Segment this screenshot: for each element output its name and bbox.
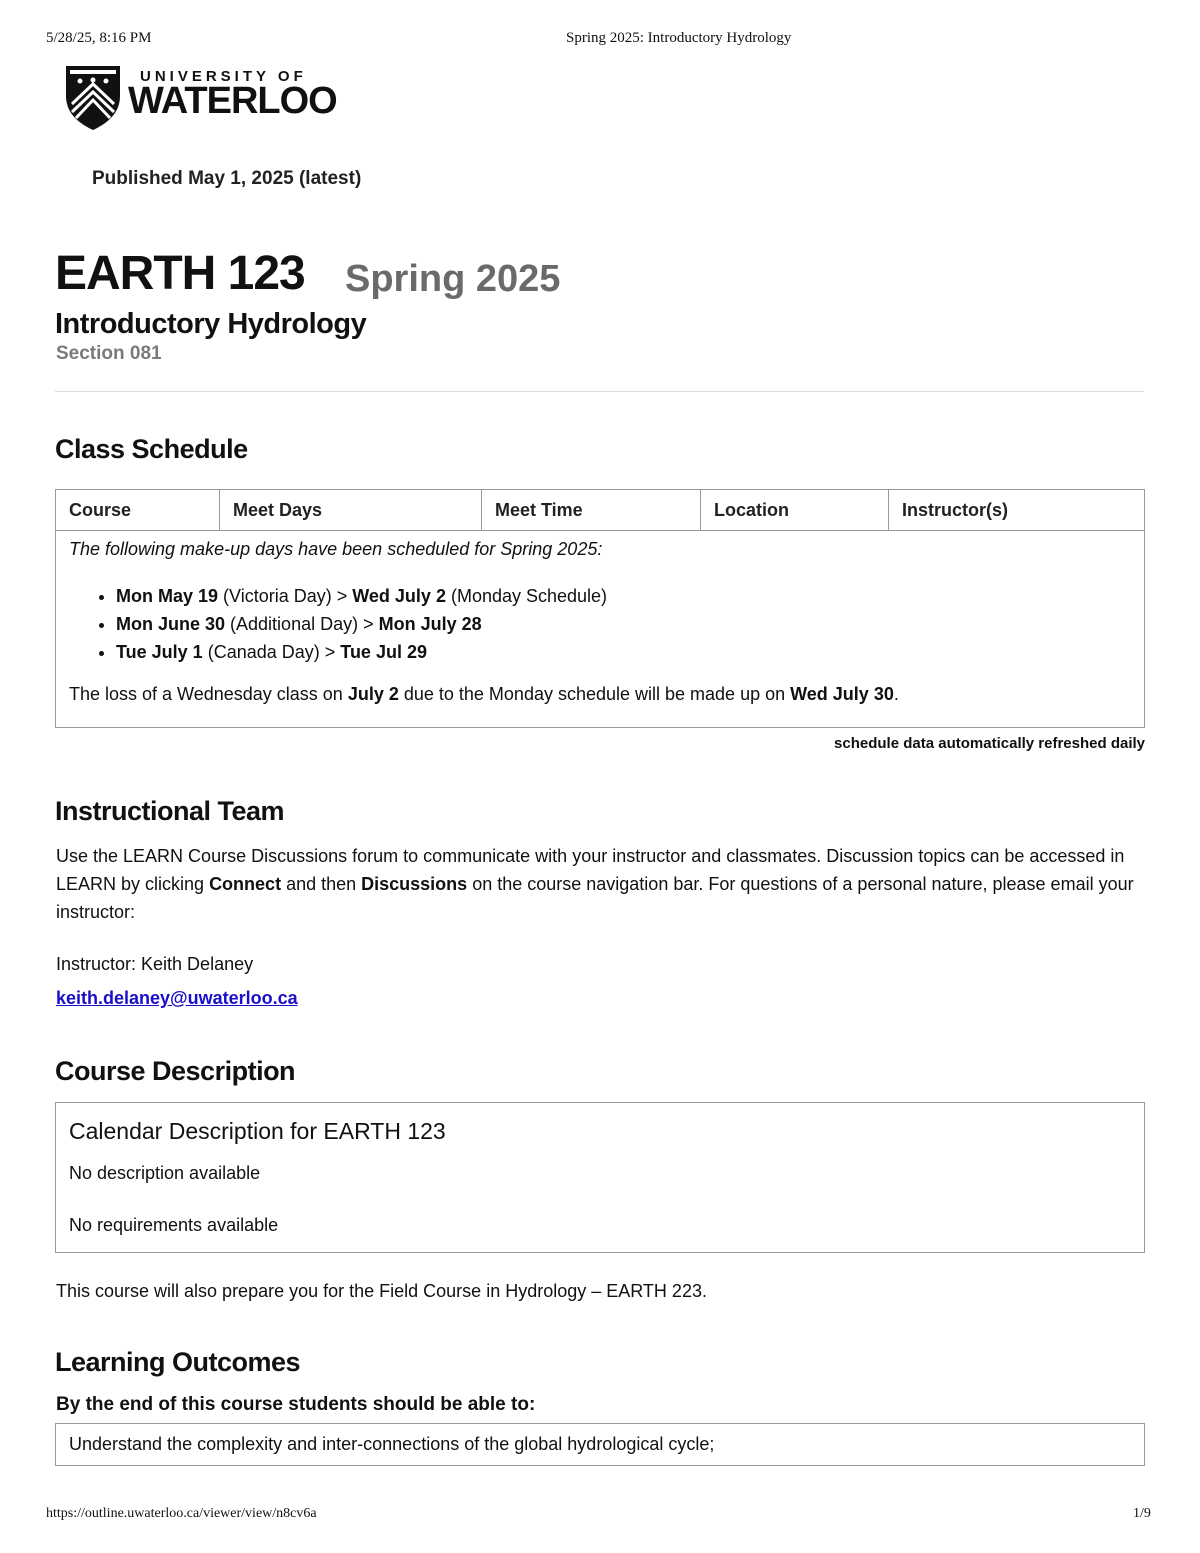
connect-label: Connect <box>209 874 282 894</box>
description-heading: Course Description <box>55 1056 296 1086</box>
loss-makeup-day: Wed July 30 <box>790 684 894 704</box>
makeup-to: Mon July 28 <box>378 614 482 634</box>
list-item <box>116 610 1131 638</box>
column-header: Meet Days <box>220 490 482 531</box>
loss-day: July 2 <box>347 684 399 704</box>
calendar-description-title: Calendar Description for EARTH 123 <box>69 1118 446 1144</box>
print-url: https://outline.uwaterloo.ca/viewer/view/n8cv6a <box>46 1506 317 1521</box>
instructor-name: Instructor: Keith Delaney <box>56 954 254 974</box>
print-title: Spring 2025: Introductory Hydrology <box>566 30 792 46</box>
calendar-description-box <box>55 1102 1145 1253</box>
team-intro <box>56 842 1136 926</box>
list-item <box>116 582 1131 610</box>
wednesday-loss-note <box>69 684 1131 705</box>
makeup-notice <box>56 531 1145 728</box>
makeup-reason: (Victoria Day) > <box>218 586 353 606</box>
loss-text: The loss of a Wednesday class on <box>69 684 348 704</box>
schedule-table <box>55 489 1145 728</box>
logo-line-2: WATERLOO <box>128 80 337 122</box>
makeup-reason: (Canada Day) > <box>202 642 341 662</box>
makeup-from: Mon June 30 <box>116 614 226 634</box>
team-intro-text: on the course navigation bar. For questions of a personal nature, please email your instructor: <box>56 874 1134 922</box>
university-logo[interactable] <box>66 66 356 132</box>
discussions-label: Discussions <box>361 874 468 894</box>
outcome-text: Understand the complexity and inter-connections of the global hydrological cycle; <box>69 1434 715 1454</box>
makeup-note: The following make-up days have been scheduled for Spring 2025: <box>69 539 603 559</box>
shield-icon <box>66 66 120 130</box>
field-course-note: This course will also prepare you for the Field Course in Hydrology – EARTH 223. <box>56 1281 707 1301</box>
makeup-from: Tue July 1 <box>116 642 203 662</box>
outcomes-subheading: By the end of this course students should be able to: <box>56 1394 536 1415</box>
makeup-to: Wed July 2 <box>352 586 446 606</box>
makeup-extra: (Monday Schedule) <box>445 586 608 606</box>
makeup-reason: (Additional Day) > <box>225 614 379 634</box>
schedule-heading: Class Schedule <box>55 434 248 464</box>
course-term: Spring 2025 <box>345 258 561 300</box>
no-requirements-text: No requirements available <box>69 1215 279 1235</box>
list-item <box>116 638 1131 666</box>
course-section: Section 081 <box>56 343 162 364</box>
loss-text: due to the Monday schedule will be made up on <box>398 684 791 704</box>
course-title: Introductory Hydrology <box>55 308 367 340</box>
column-header: Course <box>56 490 220 531</box>
loss-text: . <box>893 684 899 704</box>
column-header: Location <box>701 490 889 531</box>
published-date: Published May 1, 2025 (latest) <box>92 168 362 189</box>
makeup-from: Mon May 19 <box>116 586 219 606</box>
divider <box>55 391 1144 392</box>
instructor-email-link[interactable]: keith.delaney@uwaterloo.ca <box>56 988 298 1008</box>
print-datetime: 5/28/25, 8:16 PM <box>46 30 152 46</box>
refresh-note: schedule data automatically refreshed daily <box>834 735 1145 752</box>
outcome-item <box>55 1423 1145 1466</box>
course-code: EARTH 123 <box>55 247 305 300</box>
team-intro-text: and then <box>281 874 362 894</box>
makeup-list <box>69 582 1131 666</box>
team-heading: Instructional Team <box>55 796 285 826</box>
table-row <box>56 531 1145 728</box>
column-header: Instructor(s) <box>889 490 1145 531</box>
column-header: Meet Time <box>482 490 701 531</box>
logo-line-1: UNIVERSITY OF <box>140 68 307 85</box>
team-intro-text: Use the LEARN Course Discussions forum to communicate with your instructor and classmates. Discussion topics can be accessed in LEARN by clicking <box>56 846 1125 894</box>
no-description-text: No description available <box>69 1163 261 1183</box>
print-page-number: 1/9 <box>1133 1506 1151 1521</box>
makeup-to: Tue Jul 29 <box>340 642 427 662</box>
outcomes-heading: Learning Outcomes <box>55 1347 301 1377</box>
schedule-header-row <box>56 490 1145 531</box>
